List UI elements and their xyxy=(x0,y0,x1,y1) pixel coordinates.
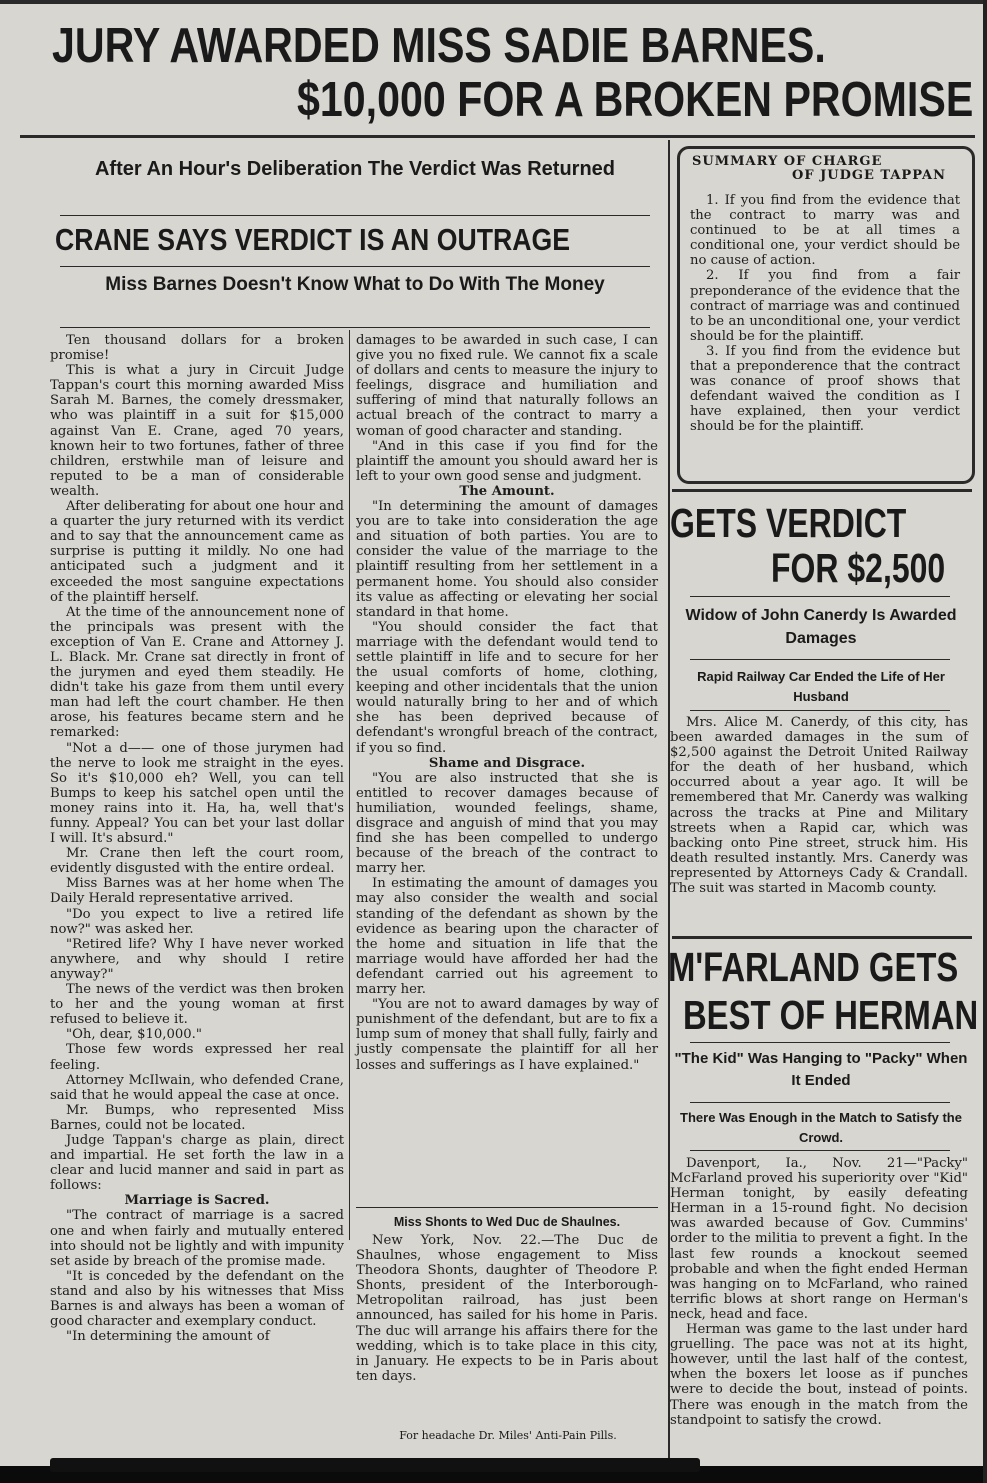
column-rule-middle xyxy=(349,330,350,1240)
paragraph: In estimating the amount of damages you may also consider the wealth and social standing of the defendant as shown by the evidence as bearing upon the character of the home and situation in life that the marriage would have afforded her had the defendant carried out his agreement to marry her. xyxy=(356,876,658,998)
summary-title-line2: OF JUDGE TAPPAN xyxy=(792,168,947,183)
mcfarland-deck2: There Was Enough in the Match to Satisfy the Crowd. xyxy=(680,1110,962,1145)
paragraph: "You are also instructed that she is entitled to recover damages because of humiliation, wounded feelings, shame, disgrace and anguish of mind that you may find she has been compelled to undergo because of the breach of the contract to marry her. xyxy=(356,770,658,877)
canerdy-headline-line2: FOR $2,500 xyxy=(771,545,946,591)
paragraph: Mr. Bumps, who represented Miss Barnes, could not be located. xyxy=(50,1102,344,1133)
paragraph: "You are not to award damages by way of punishment of the defendant, but are to fix a lump sum of money that shall fully, fairly and justly compensate the plaintiff for all her losses and sufferings as I have explained." xyxy=(356,997,658,1073)
summary-item: 1. If you find from the evidence that the contract to marry was and continued to be at all times a conditional one, your verdict should be no cause of action. xyxy=(690,193,960,269)
paragraph: "You should consider the fact that marriage with the defendant would tend to settle plaintiff in life and to secure for her the usual comforts of home, clothing, keeping and other incidentals that the union would naturally bring to her and of which she has been deprived because of defendant's wrongful breach of the contract, if you so find. xyxy=(356,619,658,756)
paragraph: Davenport, Ia., Nov. 21—"Packy" McFarland proved his superiority over "Kid" Herman tonight, by easily defeating Herman in a 15-round fight. No decision was awarded because of Gov. Cummins' order to the militia to prevent a fight. In the last few rounds a knockout seemed probable and when the fight ended Herman was hanging on to McFarland, who rained terrific blows at short range on Herman's neck, head and face. xyxy=(670,1156,968,1322)
canerdy-divider-1 xyxy=(690,596,950,597)
summary-item: 2. If you find from a fair preponderance of the evidence that the contract of marriage was and continued to be an unconditional one, your verdict should be for the plaintiff. xyxy=(690,268,960,344)
box-bottom-rule xyxy=(672,489,972,492)
paragraph: Ten thousand dollars for a broken promise! xyxy=(50,333,344,364)
subhead-shame-disgrace: Shame and Disgrace. xyxy=(428,755,586,771)
deck-divider-3 xyxy=(60,327,650,328)
mcfarland-body xyxy=(670,1156,968,1428)
paragraph: This is what a jury in Circuit Judge Tappan's court this morning awarded Miss Sarah M. Barnes, the comely dressmaker, who was plaintiff in a suit for $15,000 against Van E. Crane, aged 70 years, known heir to two fortunes, father of three children, erstwhile man of leisure and reputed to be a man of considerable wealth. xyxy=(50,363,344,499)
summary-box xyxy=(677,146,975,484)
paragraph: "Oh, dear, $10,000." xyxy=(66,1027,202,1043)
paragraph: Herman was game to the last under hard gruelling. The pace was not at its hight, however, until the last half of the contest, when the boxers let loose as if punches were to decide the bout, instead of points. There was enough in the match from the standpoint to satisfy the crowd. xyxy=(670,1322,968,1428)
mcfarland-deck1: "The Kid" Was Hanging to "Packy" When It Ended xyxy=(674,1050,968,1089)
deck-divider-1 xyxy=(60,215,650,216)
paragraph: After deliberating for about one hour and a quarter the jury returned with its verdict and to say that the announcement came as surprise is putting it mildly. No one had anticipated such a judgment and it exceeded the most sanguine expectations of the plaintiff herself. xyxy=(50,499,344,605)
paragraph: damages to be awarded in such case, I can give you no fixed rule. We cannot fix a scale of dollars and cents to measure the injury to feelings, disgrace and humiliation and suffering of mind that naturally follows an actual breach of the contract to marry a woman of good character and standing. xyxy=(356,333,658,439)
canerdy-divider-2 xyxy=(690,659,950,660)
story-column-1 xyxy=(50,333,344,1344)
top-border xyxy=(0,0,985,4)
main-headline-line2: $10,000 FOR A BROKEN PROMISE xyxy=(297,73,974,127)
paragraph: New York, Nov. 22.—The Duc de Shaulnes, whose engagement to Miss Theodora Shonts, daughter of Theodore P. Shonts, president of the Interborough-Metropolitan railroad, has just been announced, has sailed for his home in Paris. The duc will arrange his affairs there for the wedding, which is to take place in this city, in January. He expects to be in Paris about ten days. xyxy=(356,1233,658,1384)
deck-crane-outrage: CRANE SAYS VERDICT IS AN OUTRAGE xyxy=(55,222,571,257)
canerdy-body xyxy=(670,715,968,896)
shonts-headline: Miss Shonts to Wed Duc de Shaulnes. xyxy=(393,1215,621,1229)
story-column-2 xyxy=(356,333,658,1073)
headache-ad: For headache Dr. Miles' Anti-Pain Pills. xyxy=(399,1429,617,1442)
canerdy-headline-line1: GETS VERDICT xyxy=(670,500,907,546)
main-headline-line1: JURY AWARDED MISS SADIE BARNES. xyxy=(52,19,826,73)
headline-rule xyxy=(20,135,975,138)
paragraph: "The contract of marriage is a sacred one and when fairly and mutually entered into should not be lightly and with impunity set aside by breach of the promise made. xyxy=(50,1208,344,1269)
paragraph: "In determining the amount of damages you are to take into consideration the age and situation of both parties. You are to consider the value of the marriage to the plaintiff resulting from her settlement in a permanent home. You should also consider its value as affecting or elevating her social standard in that home. xyxy=(356,499,658,620)
paragraph: "In determining the amount of xyxy=(66,1329,270,1345)
paragraph: "Not a d—— one of those jurymen had the nerve to look me straight in the eyes. So it's $10,000 eh? Well, you can tell Bumps to keep his satchel open until the money rains into it. Ha, ha, well that's funny. Appeal? You can bet your last dollar I will. It's absurd." xyxy=(50,740,344,847)
paragraph: The news of the verdict was then broken to her and the young woman at first refused to believe it. xyxy=(50,982,344,1028)
paragraph: Mrs. Alice M. Canerdy, of this city, has been awarded damages in the sum of $2,500 against the Detroit United Railway for the death of her husband, which occurred about a year ago. It will be remembered that Mr. Canerdy was walking across the tracks at Pine and Military streets when a Rapid car, which was backing onto Pine street, struck him. His death resulted instantly. Mrs. Canerdy was represented by Attorneys Cady & Crandall. The suit was started in Macomb county. xyxy=(670,715,968,897)
shonts-body xyxy=(356,1233,658,1384)
scan-right-edge xyxy=(983,0,987,1483)
subhead-the-amount: The Amount. xyxy=(459,483,555,499)
paragraph: "Do you expect to live a retired life now?" was asked her. xyxy=(50,906,344,937)
canerdy-divider-3 xyxy=(690,710,950,711)
summary-title-line1: SUMMARY OF CHARGE xyxy=(692,154,883,169)
canerdy-deck1: Widow of John Canerdy Is Awarded Damages xyxy=(685,607,957,647)
mcfarland-headline-line1: M'FARLAND GETS xyxy=(668,944,959,990)
mcfarland-divider-1 xyxy=(690,1042,950,1043)
canerdy-deck2: Rapid Railway Car Ended the Life of Her Husband xyxy=(697,669,945,704)
mcfarland-divider-3 xyxy=(690,1150,950,1151)
summary-title xyxy=(692,155,962,183)
summary-item: 3. If you find from the evidence but that a preponderence that the contract was conance of proof shows that defendant waived the condition as I have explained, then your verdict should be for the plaintiff. xyxy=(690,343,960,435)
paragraph: "Retired life? Why I have never worked anywhere, and why should I retire anyway?" xyxy=(50,936,344,982)
mcfarland-headline-line2: BEST OF HERMAN xyxy=(683,992,979,1038)
deck-barnes-money: Miss Barnes Doesn't Know What to Do With The Money xyxy=(105,274,605,295)
summary-items xyxy=(690,193,960,435)
canerdy-bottom-rule xyxy=(672,936,972,939)
paragraph: Those few words expressed her real feeling. xyxy=(50,1042,344,1073)
paragraph: At the time of the announcement none of the principals was present with the exception of Van E. Crane and Attorney J. L. Black. Mr. Crane sat directly in front of the jurymen and eyed them steadily. He didn't take his gaze from them until every man had left the court chamber. He then arose, his features became stern and he remarked: xyxy=(50,604,344,741)
mcfarland-divider-2 xyxy=(690,1102,950,1103)
paragraph: Attorney McIlwain, who defended Crane, said that he would appeal the case at once. xyxy=(50,1072,344,1103)
paragraph: "And in this case if you find for the plaintiff the amount you should award her is left to your own good sense and judgment. xyxy=(356,438,658,484)
paragraph: "It is conceded by the defendant on the stand and also by his witnesses that Miss Barnes is and always has been a woman of good character and exemplary conduct. xyxy=(50,1268,344,1330)
story-divider xyxy=(356,1207,658,1208)
deck-verdict-returned: After An Hour's Deliberation The Verdict Was Returned xyxy=(94,158,616,180)
paragraph: Mr. Crane then left the court room, evidently disgusted with the entire ordeal. xyxy=(50,846,344,877)
deck-divider-2 xyxy=(60,266,650,267)
paragraph: Judge Tappan's charge as plain, direct and impartial. He set forth the law in a clear and lucid manner and said in part as follows: xyxy=(50,1132,344,1194)
subhead-marriage-sacred: Marriage is Sacred. xyxy=(124,1193,270,1209)
next-headline-fragment xyxy=(50,1458,700,1472)
paragraph: Miss Barnes was at her home when The Daily Herald representative arrived. xyxy=(50,876,344,907)
